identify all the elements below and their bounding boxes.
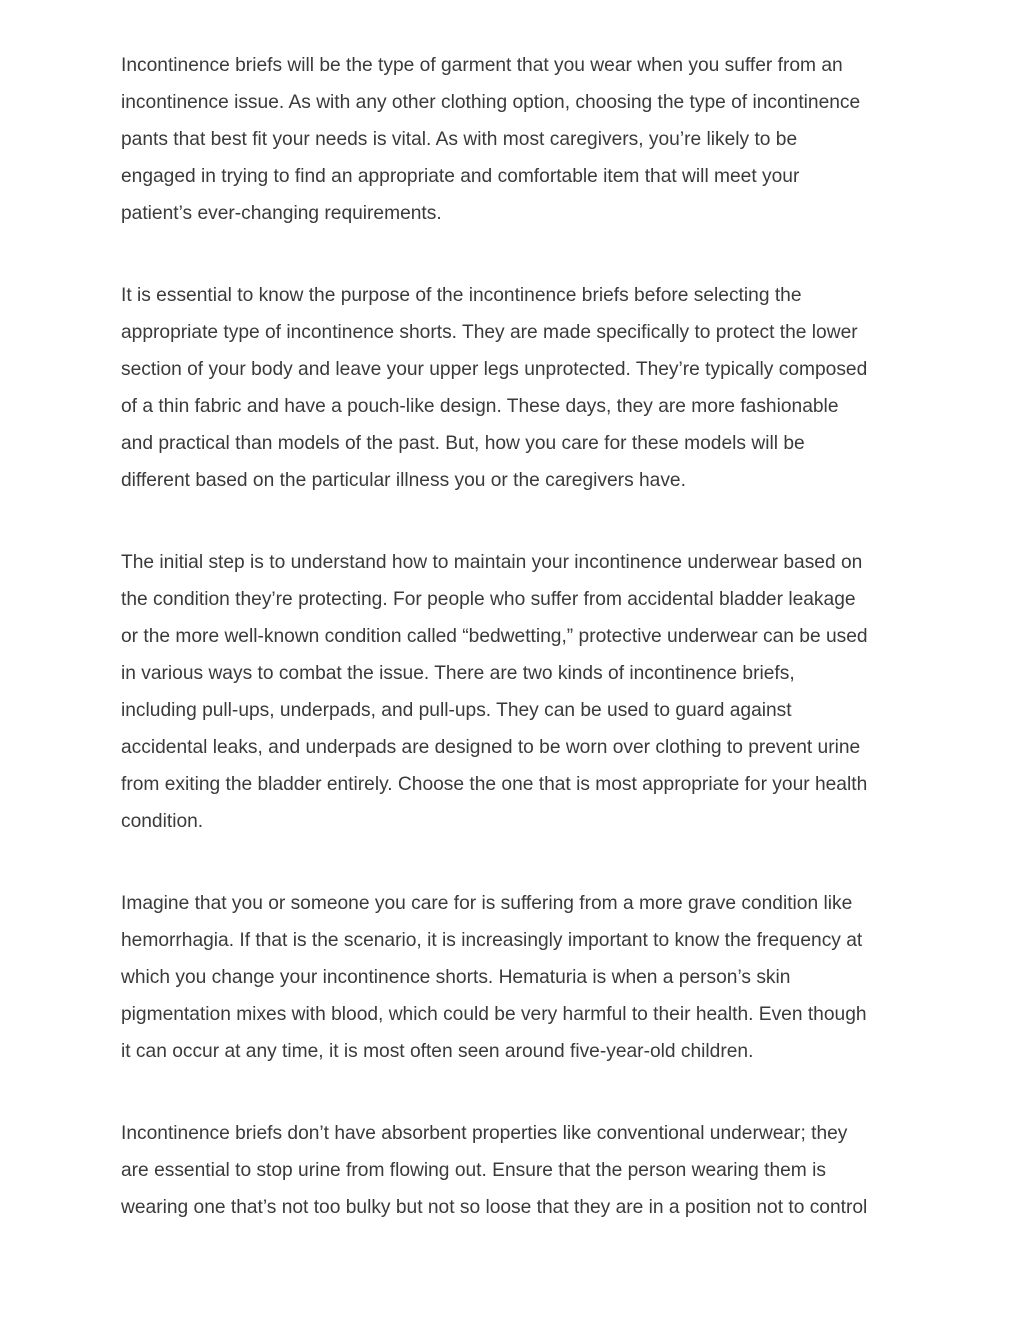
text-line: in various ways to combat the issue. There are two kinds of incontinence briefs, — [121, 663, 795, 684]
text-line: wearing one that’s not too bulky but not so loose that they are in a position not to control — [121, 1197, 868, 1218]
text-line: accidental leaks, and underpads are designed to be worn over clothing to prevent urine — [121, 737, 861, 758]
paragraph-3 — [121, 544, 911, 840]
text-line: condition. — [121, 811, 204, 832]
text-line: or the more well-known condition called “bedwetting,” protective underwear can be used — [121, 626, 868, 647]
paragraph-2 — [121, 277, 911, 499]
text-line: hemorrhagia. If that is the scenario, it is increasingly important to know the frequency at — [121, 930, 863, 951]
paragraph-5 — [121, 1115, 911, 1226]
text-line: It is essential to know the purpose of the incontinence briefs before selecting the — [121, 285, 802, 306]
text-line: patient’s ever-changing requirements. — [121, 203, 442, 224]
text-line: different based on the particular illness you or the caregivers have. — [121, 470, 686, 491]
text-line: section of your body and leave your upper legs unprotected. They’re typically composed — [121, 359, 868, 380]
document-page — [121, 47, 911, 1271]
text-line: and practical than models of the past. But, how you care for these models will be — [121, 433, 805, 454]
text-line: The initial step is to understand how to maintain your incontinence underwear based on — [121, 552, 863, 573]
text-line: pants that best fit your needs is vital. As with most caregivers, you’re likely to be — [121, 129, 798, 150]
text-line: pigmentation mixes with blood, which could be very harmful to their health. Even though — [121, 1004, 867, 1025]
text-line: Incontinence briefs will be the type of garment that you wear when you suffer from an — [121, 55, 843, 76]
text-line: appropriate type of incontinence shorts. They are made specifically to protect the lower — [121, 322, 858, 343]
text-line: Imagine that you or someone you care for is suffering from a more grave condition like — [121, 893, 853, 914]
text-line: incontinence issue. As with any other clothing option, choosing the type of incontinence — [121, 92, 861, 113]
text-line: the condition they’re protecting. For people who suffer from accidental bladder leakage — [121, 589, 856, 610]
text-line: of a thin fabric and have a pouch-like design. These days, they are more fashionable — [121, 396, 839, 417]
text-line: it can occur at any time, it is most often seen around five-year-old children. — [121, 1041, 754, 1062]
text-line: which you change your incontinence shorts. Hematuria is when a person’s skin — [121, 967, 791, 988]
text-line: from exiting the bladder entirely. Choose the one that is most appropriate for your health — [121, 774, 868, 795]
text-line: including pull-ups, underpads, and pull-ups. They can be used to guard against — [121, 700, 792, 721]
text-line: are essential to stop urine from flowing out. Ensure that the person wearing them is — [121, 1160, 826, 1181]
text-line: Incontinence briefs don’t have absorbent properties like conventional underwear; they — [121, 1123, 848, 1144]
paragraph-4 — [121, 885, 911, 1070]
paragraph-1 — [121, 47, 911, 232]
text-line: engaged in trying to find an appropriate and comfortable item that will meet your — [121, 166, 800, 187]
